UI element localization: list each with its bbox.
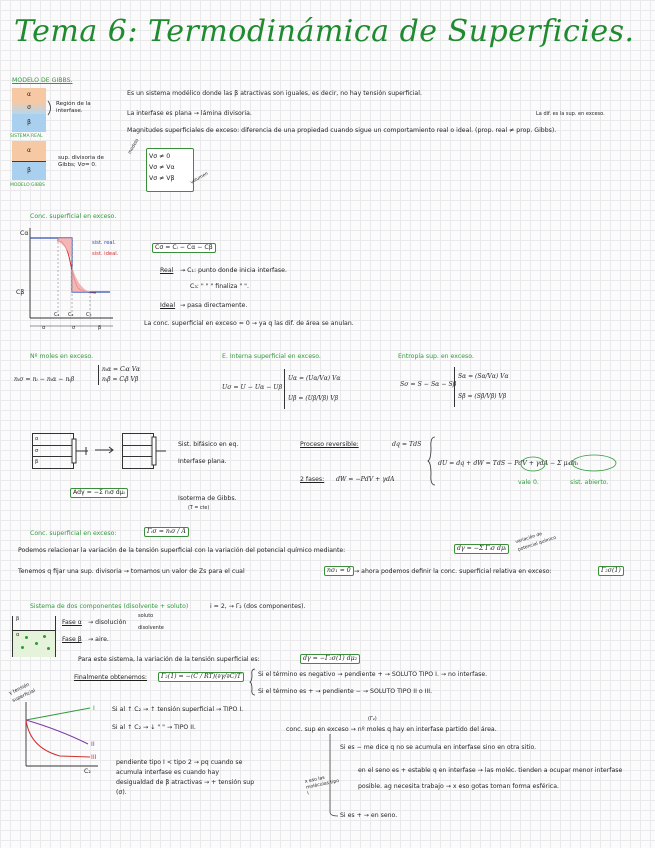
tcte-label: (T = cte) <box>188 506 210 511</box>
bulk-note: en el seno es + estable q en interfase → las moléc. tienden a ocupar menor interfase posible. ag necesita trabajo → x eso gotas toman forma esférica. <box>358 767 623 790</box>
entropy-equation: Sσ = S − Sα − Sβ <box>400 381 457 388</box>
solute-dot <box>25 636 28 639</box>
tick-c3: C₃ <box>86 312 92 318</box>
legend-real: sist. real. <box>92 240 116 246</box>
phase-alpha-label: Fase α <box>62 619 82 626</box>
moles-beta: nᵢβ = Cᵢβ Vβ <box>102 376 139 383</box>
beaker-diagram <box>12 616 56 657</box>
conc2-heading: Conc. superficial en exceso: <box>30 530 117 537</box>
volumes-tag: volumen <box>189 171 210 186</box>
variation-equation: dγ = −Γ₂σ(1) dμ₂ <box>300 654 360 664</box>
curly-brace <box>428 436 436 486</box>
tension-graph <box>20 700 100 770</box>
tick-c2: C₂ <box>68 312 74 318</box>
energy-alpha: Uα = (Uα/Vα) Vα <box>288 375 341 382</box>
modelo-tag: modelo <box>127 138 141 156</box>
interface-region-label: Región de la interfase. <box>56 101 91 114</box>
final-label: Finalmente obtenemos: <box>74 674 148 681</box>
dividing-surface-label: sup. divisoria de Gibbs; Vσ= 0. <box>58 155 104 168</box>
ideal-label: Ideal <box>160 302 176 309</box>
gamma-definition: Γᵢσ = nᵢσ / A <box>144 527 189 537</box>
two-comp-heading: Sistema de dos componentes (disolvente + soluto) <box>30 603 189 610</box>
solute-dot <box>35 642 38 645</box>
gibbs-bullet-1: Es un sistema modélico donde las β atractivas son iguales, es decir, no hay tensión superficial. <box>127 90 422 97</box>
curve-label-2: II <box>91 741 95 748</box>
diagram-sigma: σ <box>33 446 73 457</box>
conc-excess-equation: Cσ = Cᵢ − Cα − Cβ <box>152 243 216 253</box>
x-label-sigma: σ <box>72 325 76 331</box>
chemical-potential-note: variación de potencial químico <box>514 531 558 553</box>
diagram-beta: β <box>35 459 39 465</box>
solvent-label: disolvente <box>138 625 164 631</box>
conc2-line-2a: Tenemos q fijar una sup. divisoria → tomamos un valor de Zs para el cual <box>18 568 245 575</box>
reversible-equation: dq = TdS <box>392 441 422 448</box>
phase-alpha-text: → disolución <box>88 619 127 626</box>
real-label: Real <box>160 267 174 274</box>
phase-beta-text: → aire. <box>88 636 109 643</box>
curve-label-1: I <box>93 705 95 712</box>
piston-left <box>72 433 96 469</box>
process-note-2: Interfase plana. <box>178 458 227 465</box>
slope-note: pendiente tipo I < tipo 2 → pq cuando se acumula interfase es cuando hay desigualdad de β atractivas → + tensión sup (σ). <box>116 759 255 796</box>
moles-breakdown <box>98 365 140 385</box>
bracket-line <box>47 100 57 116</box>
process-note-1: Sist. bifásico en eq. <box>178 441 239 448</box>
negative-note: Si es − me dice q no se acumula en interfase sino en otra sitio. <box>340 744 537 751</box>
highlight-sum <box>572 455 616 471</box>
excess-note: conc. sup en exceso → nº moles q hay en interfase partido del área. <box>286 726 497 733</box>
positive-note: Si es + → en seno. <box>340 812 398 819</box>
phase-beta-label: Fase β <box>62 636 82 643</box>
conc2-zero-condition: nσ₁ = 0 <box>324 566 354 576</box>
sum-note: sist. abierto. <box>570 479 609 486</box>
energy-breakdown <box>284 369 340 409</box>
relative-excess-box: Γ₂σ(1) <box>598 566 624 576</box>
process-arrow <box>95 446 117 454</box>
energy-beta: Uβ = (Uβ/Vβ) Vβ <box>288 395 339 402</box>
gibbs-model-diagram <box>12 141 46 181</box>
curve-label-3: III <box>91 754 97 761</box>
gibbs-model-label: MODELO GIBBS <box>10 183 45 188</box>
entropy-heading: Entropía sup. en exceso. <box>398 353 474 360</box>
type-2-rule: Si al ↑ C₂ → ↓ " " → TIPO II. <box>112 724 196 731</box>
beaker-alpha-label: α <box>16 632 20 638</box>
conc2-line-1-equation: dγ = −Σ Γᵢσ dμᵢ <box>454 544 509 554</box>
solute-dot <box>47 647 50 650</box>
ideal-text: → pasa directamente. <box>180 302 248 309</box>
gamma-2-label: (Γ₂) <box>368 716 377 722</box>
two-comp-heading-equation: i = 2, → Γ₂ (dos componentes). <box>210 603 306 610</box>
beaker-beta-label: β <box>16 616 20 622</box>
moles-heading: Nº moles en exceso. <box>30 353 94 360</box>
pdv-note: vale 0. <box>518 479 539 486</box>
real-system-label: SISTEMA REAL <box>10 134 43 139</box>
conc-conclusion: La conc. superficial en exceso = 0 → ya q las dif. de área se anulan. <box>144 320 354 327</box>
reversible-label: Proceso reversible: <box>300 441 359 448</box>
beaker-liquid <box>13 630 55 657</box>
tension-y-label: γ tensión superficial <box>8 682 37 704</box>
tick-c1: C₁ <box>54 312 60 318</box>
energy-heading: E. Interna superficial en exceso. <box>222 353 321 360</box>
variation-text: Para este sistema, la variación de la tensión superficial es: <box>78 656 260 663</box>
real-text-2: C₃: " " " finaliza " ". <box>190 283 249 290</box>
volume-eq-1: Vσ ≠ 0 <box>149 153 171 160</box>
two-phases-equation: dW = −PdV + γdA <box>336 476 395 483</box>
gibbs-bullet-3: Magnitudes superficiales de exceso: diferencia de una propiedad cuando sigue un comportamiento real o ideal. (prop. real ≠ prop. Gibbs). <box>127 127 557 134</box>
gibbs-heading: MODELO DE GIBBS. <box>12 77 73 84</box>
axis-label-c-beta: Cβ <box>16 289 25 296</box>
axis-label-c-alpha: Cα <box>20 230 29 237</box>
piston-right <box>152 433 170 469</box>
highlight-pdv <box>521 457 545 471</box>
diagram-alpha: α <box>33 434 73 446</box>
volume-eq-2: Vσ ≠ Vα <box>149 164 175 171</box>
biphasic-diagram-left <box>32 433 74 469</box>
cases-brace <box>250 668 256 696</box>
solute-dot <box>21 646 24 649</box>
moles-equation: nᵢσ = nᵢ − nᵢα − nᵢβ <box>14 376 75 383</box>
solute-label: soluto <box>138 613 154 619</box>
page-title: Tema 6: Termodinámica de Superficies. <box>14 14 635 49</box>
gibbs-bullet-2: La interfase es plana → lámina divisoria. <box>127 110 252 117</box>
volume-eq-3: Vσ ≠ Vβ <box>149 175 175 182</box>
gibbs-alpha-region: α <box>12 141 46 162</box>
internal-energy-equation: dU = dq + dW = TdS − PdV + γdA − Σ μᵢdnᵢ <box>438 460 578 467</box>
phase-beta-region: β <box>12 114 46 132</box>
type-1-side-note: x eso las moléculas tipo I <box>304 775 340 797</box>
real-system-diagram <box>12 88 46 132</box>
biphasic-diagram-right <box>122 433 154 469</box>
energy-equation: Uσ = U − Uα − Uβ <box>222 384 283 391</box>
gibbs-beta-region: β <box>12 162 46 180</box>
gibbs-isotherm-equation: Adγ = −Σ nᵢσ dμᵢ <box>70 488 128 498</box>
conc2-line-1: Podemos relacionar la variación de la tensión superficial con la variación del potencial químico mediante: <box>18 547 346 554</box>
case-negative: Si el término es negativo → pendiente + → SOLUTO TIPO I. → no interfase. <box>258 671 488 678</box>
phase-sigma-region: σ <box>12 102 46 114</box>
x-label-beta: β <box>98 325 102 331</box>
case-positive: Si el término es + → pendiente − → SOLUTO TIPO II o III. <box>258 688 433 695</box>
entropy-beta: Sβ = (Sβ/Vβ) Vβ <box>458 393 507 400</box>
side-note: La dif. es la sup. en exceso. <box>536 111 605 117</box>
type-1-rule: Si al ↑ C₂ → ↑ tensión superficial → TIPO I. <box>112 706 244 713</box>
solute-dot <box>43 635 46 638</box>
gibbs-isotherm-label: Isoterma de Gibbs. <box>178 495 237 502</box>
connector-line <box>328 734 342 818</box>
final-equation: Γ₂(1) = −(C / RT)(∂γ/∂C)T <box>158 672 244 682</box>
entropy-breakdown <box>454 367 509 407</box>
phase-alpha-region: α <box>12 88 46 102</box>
diagram-right-sigma <box>123 446 153 457</box>
conc2-line-2b: → ahora podemos definir la conc. superficial relativa en exceso: <box>354 568 552 575</box>
two-phases-label: 2 fases: <box>300 476 325 483</box>
diagram-right-alpha <box>123 434 153 446</box>
real-text: → C₁: punto donde inicia interfase. <box>180 267 287 274</box>
x-label-alpha: α <box>42 325 46 331</box>
tension-x-label: C₂ <box>84 768 91 775</box>
entropy-alpha: Sα = (Sα/Vα) Vα <box>458 373 509 380</box>
conc-heading: Conc. superficial en exceso. <box>30 213 117 220</box>
moles-alpha: nᵢα = Cᵢα Vα <box>102 366 141 373</box>
legend-ideal: sist. ideal. <box>92 251 119 257</box>
volume-equations-box <box>146 148 194 192</box>
